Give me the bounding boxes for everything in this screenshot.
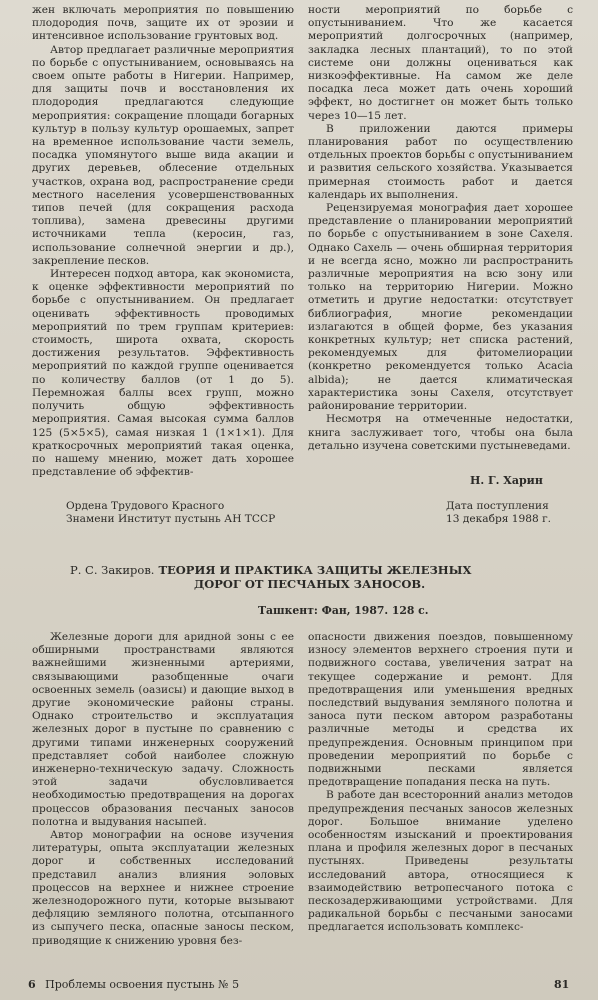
review-2-column-left xyxy=(32,631,294,948)
paragraph: Рецензируемая монография дает хорошее представление о планировании мероприятий по борьбе с опустыниванием в зоне Сахеля. Однако Сахель — очень обширная территория и не всегда ясно, можно ли распространить различные мероприятия на всю зону или только на территорию Нигерии. Можно отметить и другие недостатки: отсутствует библиография, многие рекомендации излагаются в общей форме, без указания конкретных культур; нет списка растений, рекомендуемых для фитомелиорации (конкретно рекомендуется только Acacia albida); не дается климатическая характеристика зоны Сахеля, отсутствует районирование территории. xyxy=(308,202,573,413)
book-title-line: ДОРОГ ОТ ПЕСЧАНЫХ ЗАНОСОВ. xyxy=(194,577,426,591)
received-value: 13 декабря 1988 г. xyxy=(446,513,552,525)
review-2-column-right xyxy=(308,631,573,935)
affiliation-line: Знамени Институт пустынь АН ТССР xyxy=(66,513,276,525)
paragraph: Автор предлагает различные мероприятия по борьбе с опустыниванием, основываясь на своем опыте работы в Нигерии. Например, для защиты почв и восстановления их плодородия предлагаются следующие мероприятия: сокращение площади богарных культур в пользу культур орошаемых, запрет на временное использование части земель, посадка упомянутого выше вида акации и других деревьев, облесение отдельных участков, охрана вод, распространение среди местного населения усовершенствованных типов печей (для сокращения расхода топлива), замена древесины другими источниками тепла (керосин, газ, использование солнечной энергии и др.), закрепление песков. xyxy=(32,43,294,267)
reviewer-signature: Н. Г. Харин xyxy=(470,474,543,487)
page-number: 81 xyxy=(554,978,570,991)
received-label: Дата поступления xyxy=(446,500,549,512)
paragraph: Автор монографии на основе изучения литературы, опыта эксплуатации железных дорог и собственных исследований представил анализ влияния эоловых процессов на верхнее и нижнее строение железнодорожного пути, которые вызывают дефляцию земляного полотна, отсыпанного из сыпучего песка, опасные заносы песком, приводящие к снижению уровня без- xyxy=(32,829,294,947)
issue-number: 6 xyxy=(28,978,36,991)
review-1-column-left xyxy=(32,4,294,479)
paragraph: жен включать мероприятия по повышению плодородия почв, защите их от эрозии и интенсивное использование грунтовых вод. xyxy=(32,4,294,43)
review-heading xyxy=(70,563,570,591)
paragraph: Несмотря на отмеченные недостатки, книга заслуживает того, чтобы она была детально изучена советскими пустыневедами. xyxy=(308,413,573,452)
paragraph: В приложении даются примеры планирования работ по осуществлению отдельных проектов борьбы с опустыниванием и развития сельского хозяйства. Указывается примерная стоимость работ и дается календарь их выполнения. xyxy=(308,122,573,201)
affiliation xyxy=(66,500,275,526)
paragraph: Железные дороги для аридной зоны с ее обширными пространствами являются важнейшими жизненными артериями, связывающими разобщенные очаги освоенных земель (оазисы) и дающие выход в другие экономические районы страны. Однако строительство и эксплуатация железных дорог в пустыне по сравнению с другими типами инженерных сооружений представляет собой наиболее сложную инженерно-техническую задачу. Сложность этой задачи обусловливается необходимостью предотвращения на дорогах процессов образования песчаных заносов полотна и выдувания насыпей. xyxy=(32,631,294,828)
paragraph: Интересен подход автора, как экономиста, к оценке эффективности мероприятий по борьбе с опустыниванием. Он предлагает оценивать эффективность проводимых мероприятий по трем группам критериев: стоимость, широта охвата, скорость достижения результатов. Эффективность мероприятий по каждой группе оценивается по количеству баллов (от 1 до 5). Перемножая баллы всех групп, можно получить общую эффективность мероприятия. Самая высокая сумма баллов 125 (5×5×5), самая низкая 1 (1×1×1). Для краткосрочных мероприятий такая оценка, по нашему мнению, может дать хорошее представление об эффектив- xyxy=(32,268,294,479)
book-title-line: ТЕОРИЯ И ПРАКТИКА ЗАЩИТЫ ЖЕЛЕЗНЫХ xyxy=(158,563,472,577)
received-date xyxy=(446,500,551,526)
footer-left xyxy=(28,978,239,991)
review-1-column-right xyxy=(308,4,573,453)
affiliation-line: Ордена Трудового Красного xyxy=(66,500,225,512)
paragraph: В работе дан всесторонний анализ методов предупреждения песчаных заносов железных дорог. Большое внимание уделено особенностям изысканий и проектирования плана и профиля железных дорог в песчаных пустынях. Приведены результаты исследований автора, относящиеся к взаимодействию ветропесчаного потока с пескозадерживающими устройствами. Для радикальной борьбы с песчаными заносами предлагается использовать комплекс- xyxy=(308,789,573,934)
publication-info: Ташкент: Фан, 1987. 128 с. xyxy=(258,604,429,617)
journal-name: Проблемы освоения пустынь № 5 xyxy=(45,978,240,991)
book-author: Р. С. Закиров. xyxy=(70,563,155,577)
paragraph: ности мероприятий по борьбе с опустыниванием. Что же касается мероприятий долгосрочных (например, закладка лесных плантаций), то по этой системе они должны оцениваться как низкоэффективные. На самом же деле посадка леса может дать очень хороший эффект, но достигнет он может быть только через 10—15 лет. xyxy=(308,4,573,122)
paragraph: опасности движения поездов, повышенному износу элементов верхнего строения пути и подвижного состава, увеличения затрат на текущее содержание и ремонт. Для предотвращения или уменьшения вредных последствий выдувания земляного полотна и заноса пути песком автором разработаны различные методы и средства их предупреждения. Основным принципом при проведении мероприятий по борьбе с подвижными песками является предотвращение попадания песка на путь. xyxy=(308,631,573,789)
